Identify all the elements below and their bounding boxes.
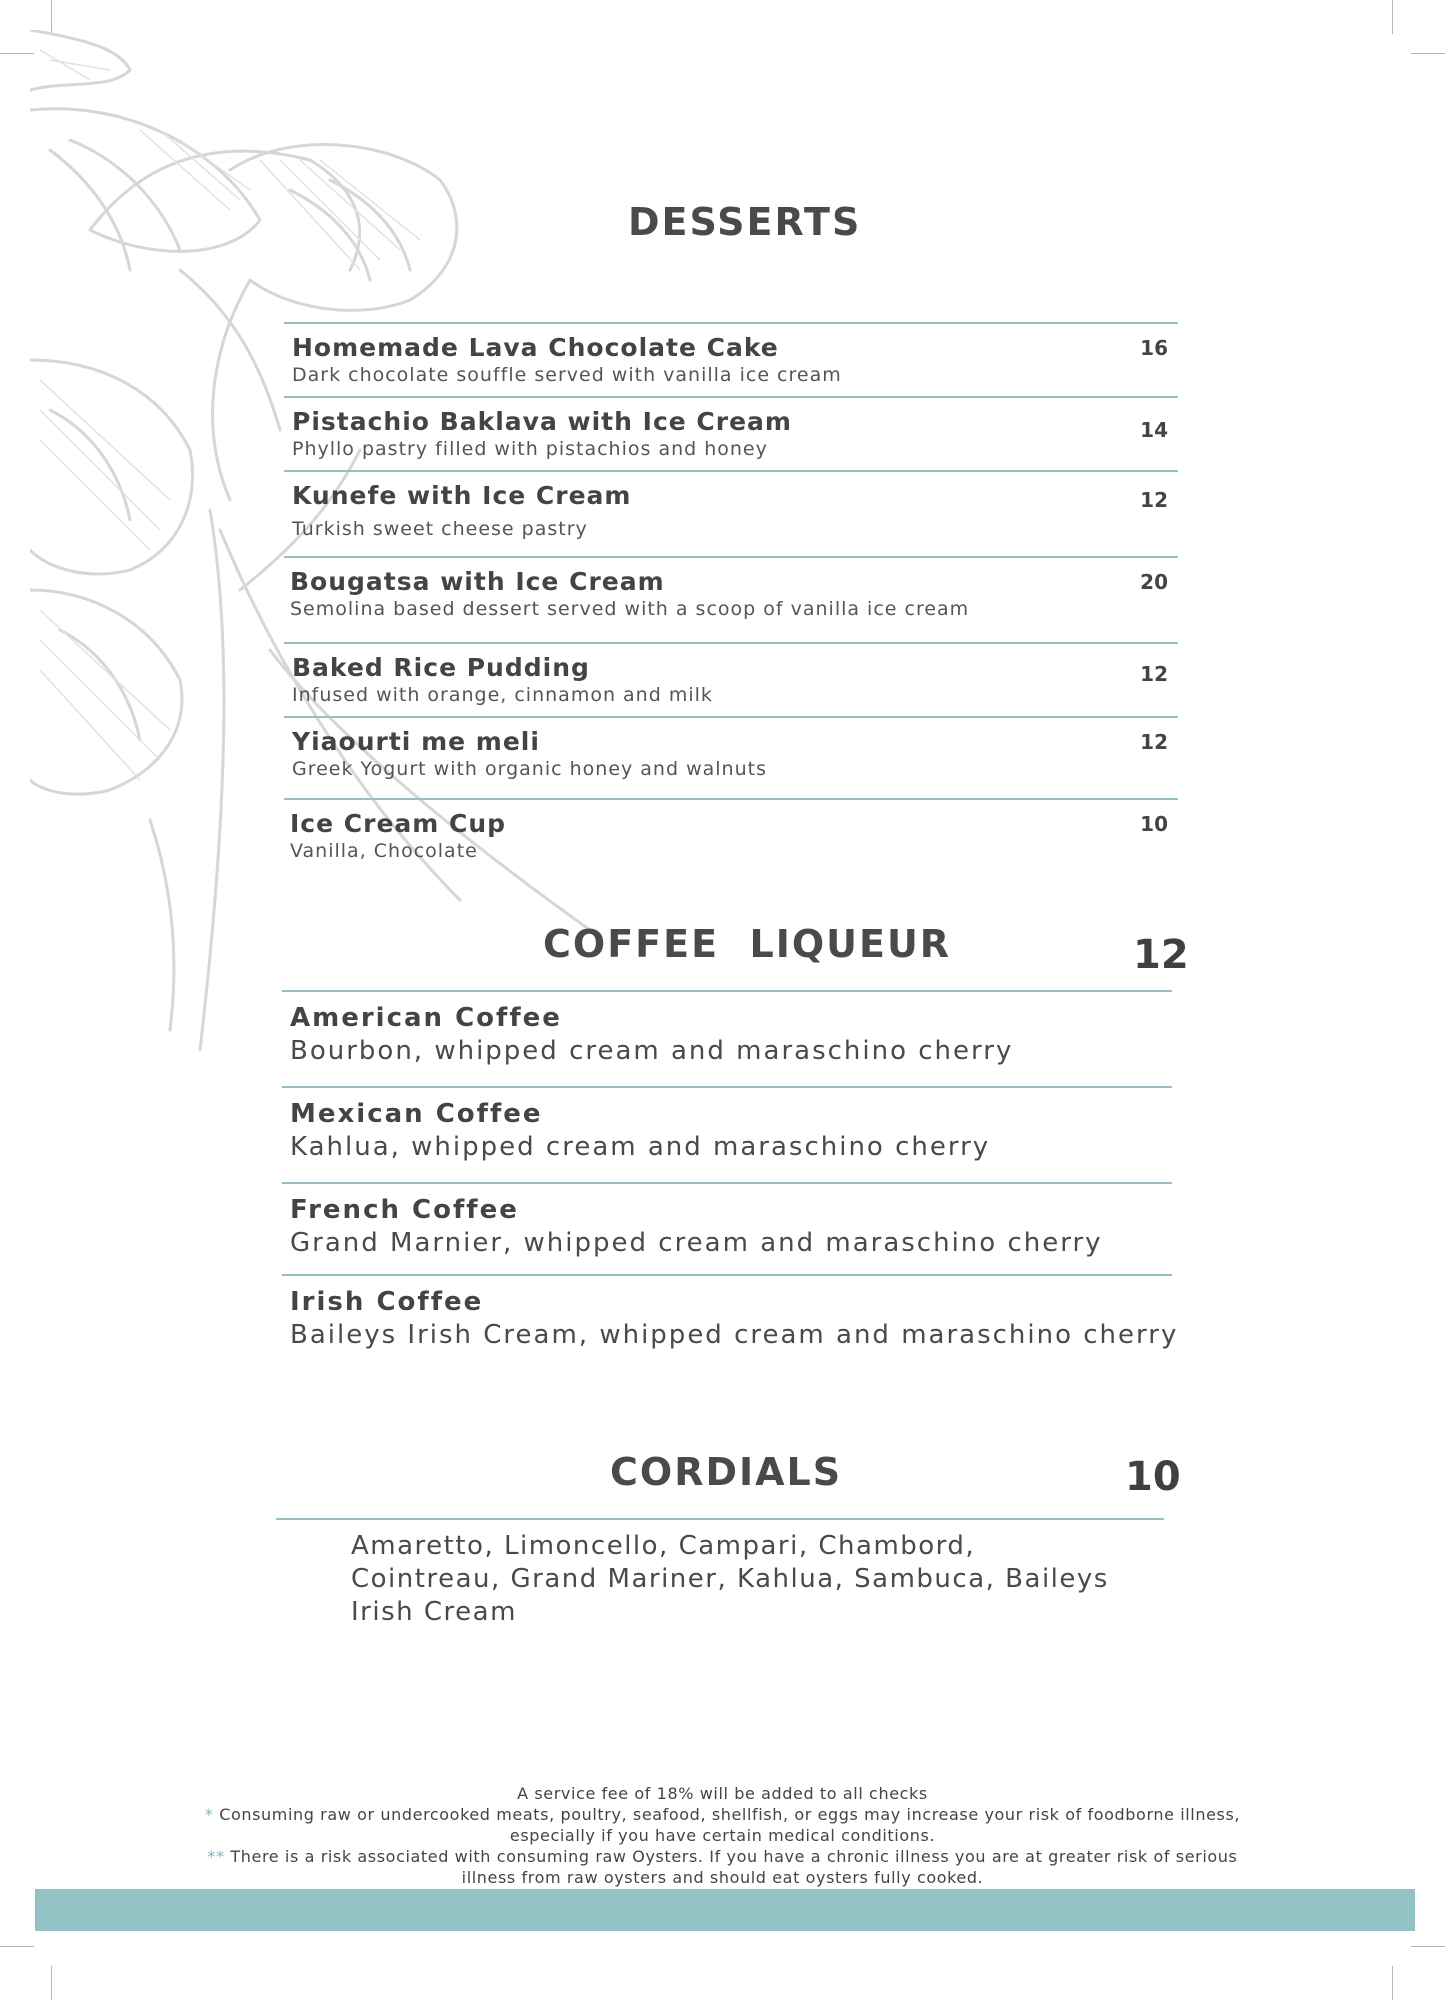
item-description: Vanilla, Chocolate [290, 840, 478, 862]
warning-text: There is a risk associated with consuming raw Oysters. If you have a chronic illness you are at greater risk of serious [230, 1847, 1238, 1866]
item-description: Baileys Irish Cream, whipped cream and maraschino cherry [290, 1320, 1179, 1350]
item-name: Pistachio Baklava with Ice Cream [292, 407, 792, 436]
item-name: Ice Cream Cup [290, 809, 507, 838]
item-price: 12 [1140, 662, 1168, 686]
crop-mark [1392, 0, 1393, 34]
asterisk-marker: ** [207, 1847, 225, 1866]
item-price: 14 [1140, 418, 1168, 442]
item-name: Irish Coffee [290, 1287, 484, 1317]
list-item [284, 470, 1178, 556]
list-item [282, 1086, 1172, 1182]
cordials-title: CORDIALS [610, 1450, 843, 1494]
coffee-liqueur-price: 12 [1133, 932, 1189, 978]
footer-notes [0, 1783, 1445, 1888]
item-name: French Coffee [290, 1195, 519, 1225]
item-name: Baked Rice Pudding [292, 653, 590, 682]
list-item [284, 396, 1178, 470]
oyster-warning [0, 1846, 1445, 1867]
warning-text: especially if you have certain medical conditions. [509, 1826, 936, 1845]
cordials-price: 10 [1125, 1454, 1181, 1500]
crop-mark [1392, 1966, 1393, 2000]
coffee-liqueur-title: COFFEE LIQUEUR [543, 922, 952, 966]
item-description: Phyllo pastry filled with pistachios and honey [292, 438, 768, 460]
item-price: 16 [1140, 336, 1168, 360]
item-price: 12 [1140, 488, 1168, 512]
item-description: Dark chocolate souffle served with vanilla ice cream [292, 364, 842, 386]
list-item [284, 556, 1178, 642]
item-description: Turkish sweet cheese pastry [292, 518, 588, 540]
list-item [284, 798, 1178, 872]
crop-mark [0, 1946, 34, 1947]
item-description: Greek Yogurt with organic honey and walnuts [292, 758, 767, 780]
item-name: Homemade Lava Chocolate Cake [292, 333, 779, 362]
cordials-line: Cointreau, Grand Mariner, Kahlua, Sambuca, Baileys [351, 1564, 1109, 1594]
item-name: Bougatsa with Ice Cream [290, 567, 665, 596]
asterisk-marker: * [204, 1805, 214, 1824]
raw-food-warning [0, 1804, 1445, 1825]
footer-bar [35, 1889, 1415, 1931]
crop-mark [0, 53, 34, 54]
item-name: American Coffee [290, 1003, 562, 1033]
crop-mark [1411, 53, 1445, 54]
dessert-list [284, 322, 1178, 872]
item-description: Infused with orange, cinnamon and milk [292, 684, 713, 706]
crop-mark [51, 1966, 52, 2000]
item-price: 20 [1140, 570, 1168, 594]
item-name: Kunefe with Ice Cream [292, 481, 632, 510]
list-item [284, 642, 1178, 716]
cordials-divider [276, 1518, 1164, 1520]
item-name: Yiaourti me meli [292, 727, 540, 756]
item-price: 12 [1140, 730, 1168, 754]
cordials-list [351, 1530, 1111, 1629]
list-item [282, 1182, 1172, 1274]
service-fee-note: A service fee of 18% will be added to all checks [517, 1784, 928, 1803]
crop-mark [51, 0, 52, 34]
list-item [284, 322, 1178, 396]
coffee-list [282, 990, 1179, 1370]
item-price: 10 [1140, 812, 1168, 836]
crop-mark [1411, 1946, 1445, 1947]
cordials-line: Amaretto, Limoncello, Campari, Chambord, [351, 1531, 976, 1561]
list-item [282, 1274, 1179, 1370]
item-description: Semolina based dessert served with a scoop of vanilla ice cream [290, 598, 970, 620]
item-description: Grand Marnier, whipped cream and maraschino cherry [290, 1228, 1103, 1258]
item-name: Mexican Coffee [290, 1099, 543, 1129]
warning-text: illness from raw oysters and should eat oysters fully cooked. [461, 1868, 984, 1887]
list-item [282, 990, 1172, 1086]
cordials-line: Irish Cream [351, 1597, 517, 1627]
warning-text: Consuming raw or undercooked meats, poultry, seafood, shellfish, or eggs may increase your risk of foodborne illness, [219, 1805, 1241, 1824]
item-description: Bourbon, whipped cream and maraschino cherry [290, 1036, 1014, 1066]
list-item [284, 716, 1178, 798]
desserts-title: DESSERTS [628, 200, 862, 244]
item-description: Kahlua, whipped cream and maraschino cherry [290, 1132, 991, 1162]
